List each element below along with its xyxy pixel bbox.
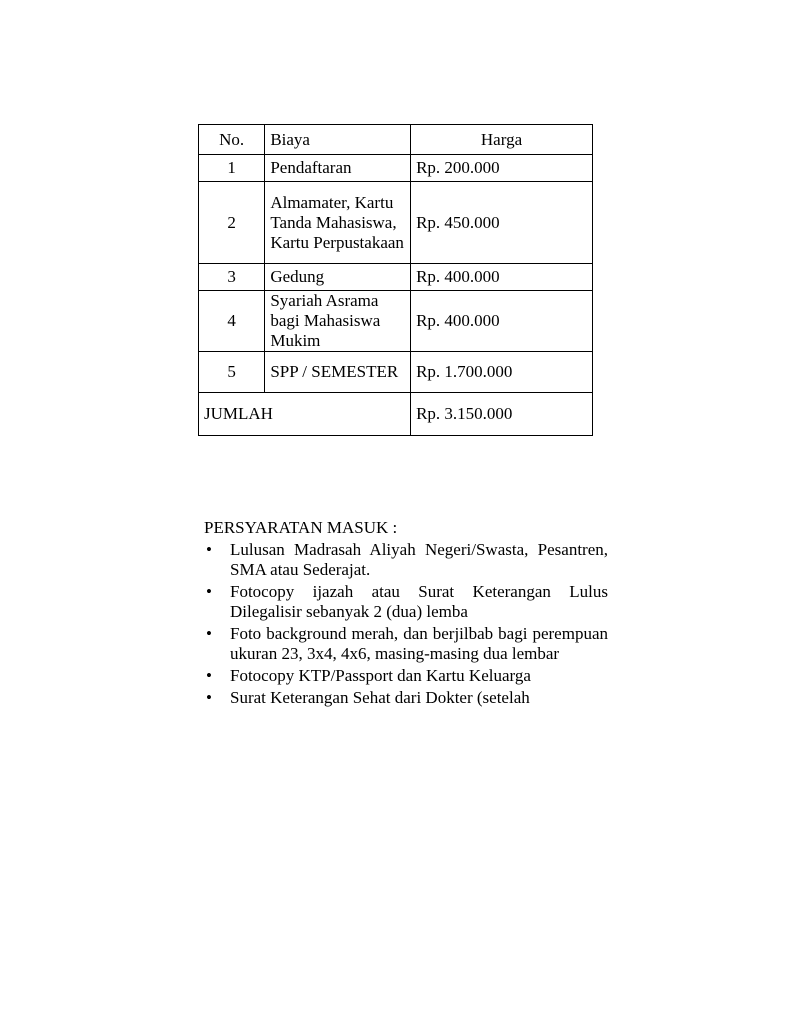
total-harga: Rp. 3.150.000 [411,393,593,436]
requirements-title: PERSYARATAN MASUK : [204,518,398,537]
list-item-text: Fotocopy KTP/Passport dan Kartu Keluarga [230,666,531,685]
row-biaya: Gedung [265,264,411,291]
bullet-icon: • [206,666,212,685]
bullet-icon: • [206,688,212,707]
row-no: 1 [199,155,265,182]
row-harga: Rp. 1.700.000 [411,352,593,393]
row-harga: Rp. 450.000 [411,182,593,264]
list-item [204,624,608,664]
row-no: 3 [199,264,265,291]
table-total-row [199,393,593,436]
row-no: 5 [199,352,265,393]
bullet-icon: • [206,540,212,559]
header-biaya: Biaya [265,125,411,155]
row-harga: Rp. 400.000 [411,291,593,352]
table-row [199,291,593,352]
table-row [199,155,593,182]
list-item-text: Fotocopy ijazah atau Surat Keterangan Lulus Dilegalisir sebanyak 2 (dua) lemba [230,582,608,621]
table-row [199,264,593,291]
row-harga: Rp. 400.000 [411,264,593,291]
table-row [199,352,593,393]
total-label: JUMLAH [199,393,411,436]
list-item-text: Foto background merah, dan berjilbab bagi perempuan ukuran 23, 3x4, 4x6, masing-masing dua lembar [230,624,608,663]
fee-table [198,124,593,436]
row-biaya: SPP / SEMESTER [265,352,411,393]
list-item [204,582,608,622]
header-harga: Harga [411,125,593,155]
row-harga: Rp. 200.000 [411,155,593,182]
row-no: 4 [199,291,265,352]
row-biaya: Syariah Asrama bagi Mahasiswa Mukim [265,291,411,352]
bullet-icon: • [206,582,212,601]
header-no: No. [199,125,265,155]
list-item [204,666,608,686]
list-item-text: Lulusan Madrasah Aliyah Negeri/Swasta, Pesantren, SMA atau Sederajat. [230,540,608,579]
row-biaya: Pendaftaran [265,155,411,182]
requirements-section [204,518,608,732]
list-item [204,688,608,708]
list-item-text: Surat Keterangan Sehat dari Dokter (setelah [230,688,530,707]
bullet-icon: • [206,624,212,643]
table-header-row [199,125,593,155]
requirements-list [204,540,608,708]
row-no: 2 [199,182,265,264]
table-row [199,182,593,264]
list-item [204,540,608,580]
row-biaya: Almamater, Kartu Tanda Mahasiswa, Kartu Perpustakaan [265,182,411,264]
